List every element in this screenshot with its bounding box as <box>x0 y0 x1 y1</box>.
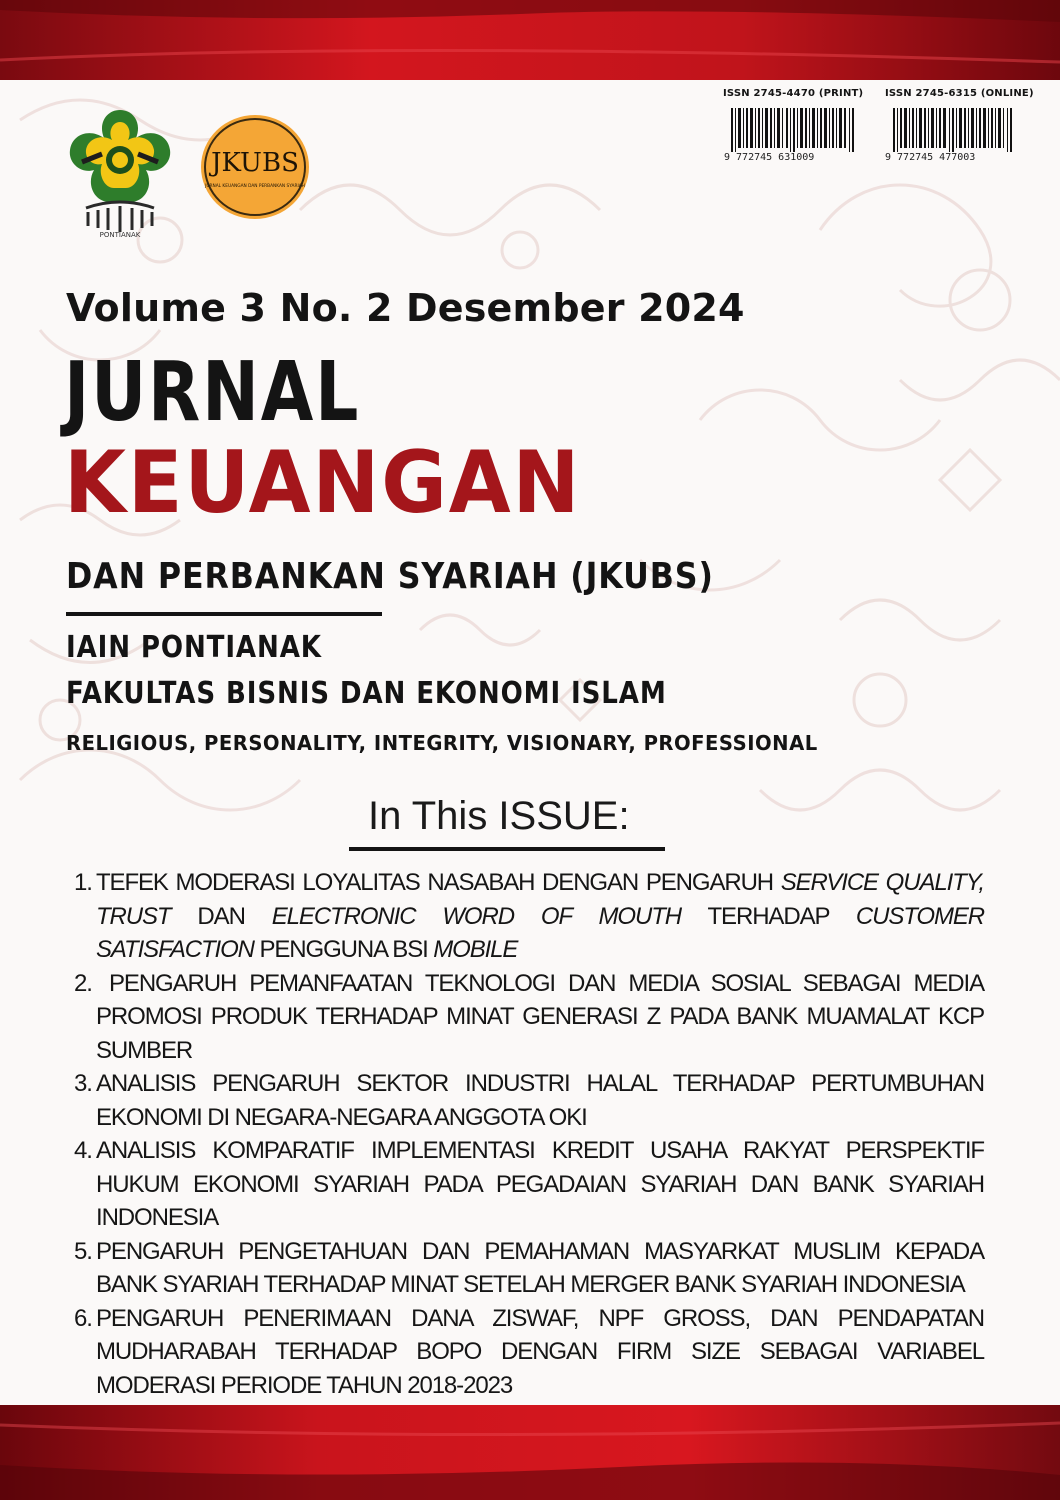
article-title: PENGARUH PENGETAHUAN DAN PEMAHAMAN MASYARKAT MUSLIM KEPADA BANK SYARIAH TERHADAP MINAT SETELAH MERGER BANK SYARIAH INDONESIA <box>96 1237 984 1298</box>
article-title: ANALISIS PENGARUH SEKTOR INDUSTRI HALAL TERHADAP PERTUMBUHAN EKONOMI DI NEGARA-NEGARA ANGGOTA OKI <box>96 1070 984 1131</box>
article-number: 2. <box>74 969 92 997</box>
barcode-online-number: 9 772745 477003 <box>885 152 976 163</box>
issue-heading-underline <box>349 847 665 851</box>
svg-text:PONTIANAK: PONTIANAK <box>99 231 141 238</box>
faculty-name: FAKULTAS BISNIS DAN EKONOMI ISLAM <box>66 676 667 711</box>
list-item <box>74 1235 984 1302</box>
article-title: TEFEK MODERASI LOYALITAS NASABAH DENGAN PENGARUH SERVICE QUALITY, TRUST DAN ELECTRONIC WORD OF MOUTH TERHADAP CUSTOMER SATISFACTION PENGGUNA BSI MOBILE <box>96 869 985 963</box>
list-item <box>74 866 984 967</box>
article-title: PENGARUH PENERIMAAN DANA ZISWAF, NPF GROSS, DAN PENDAPATAN MUDHARABAH TERHADAP BOPO DENGAN FIRM SIZE SEBAGAI VARIABEL MODERASI PERIODE TAHUN 2018-2023 <box>96 1304 984 1399</box>
list-item <box>74 1067 984 1134</box>
article-number: 1. <box>74 869 92 896</box>
title-jurnal: JURNAL <box>64 345 361 440</box>
list-item <box>74 1134 984 1235</box>
title-keuangan: KEUANGAN <box>64 433 582 533</box>
article-number: 3. <box>74 1070 92 1097</box>
article-number: 4. <box>74 1137 92 1164</box>
motto: RELIGIOUS, PERSONALITY, INTEGRITY, VISIONARY, PROFESSIONAL <box>66 731 818 755</box>
iain-pontianak-emblem-icon <box>62 104 178 238</box>
issn-print-label: ISSN 2745-4470 (PRINT) <box>723 88 864 99</box>
institution-name: IAIN PONTIANAK <box>66 630 322 665</box>
title-divider <box>66 612 382 616</box>
svg-text:JKUBS: JKUBS <box>211 148 299 178</box>
bottom-red-band <box>0 1405 1060 1500</box>
list-item <box>74 967 984 1068</box>
jkubs-logo-icon <box>199 113 311 221</box>
barcode-online <box>893 108 1013 152</box>
list-item <box>74 1302 984 1403</box>
article-list <box>74 866 984 1402</box>
barcode-print <box>731 108 856 152</box>
title-subtitle: DAN PERBANKAN SYARIAH (JKUBS) <box>66 556 714 597</box>
article-title: PENGARUH PEMANFAATAN TEKNOLOGI DAN MEDIA SOSIAL SEBAGAI MEDIA PROMOSI PRODUK TERHADAP MINAT GENERASI Z PADA BANK MUAMALAT KCP SUMBER <box>96 969 984 1064</box>
volume-line: Volume 3 No. 2 Desember 2024 <box>66 286 745 330</box>
top-red-band <box>0 0 1060 80</box>
article-title: ANALISIS KOMPARATIF IMPLEMENTASI KREDIT USAHA RAKYAT PERSPEKTIF HUKUM EKONOMI SYARIAH PADA PEGADAIAN SYARIAH DAN BANK SYARIAH INDONESIA <box>96 1137 984 1231</box>
svg-text:JURNAL KEUANGAN DAN PERBANKAN: JURNAL KEUANGAN DAN PERBANKAN SYARIAH <box>205 184 305 189</box>
barcode-print-number: 9 772745 631009 <box>724 152 815 163</box>
issn-online-label: ISSN 2745-6315 (ONLINE) <box>885 88 1034 99</box>
issue-heading: In This ISSUE: <box>368 794 630 838</box>
article-number: 5. <box>74 1237 92 1265</box>
article-number: 6. <box>74 1304 92 1332</box>
